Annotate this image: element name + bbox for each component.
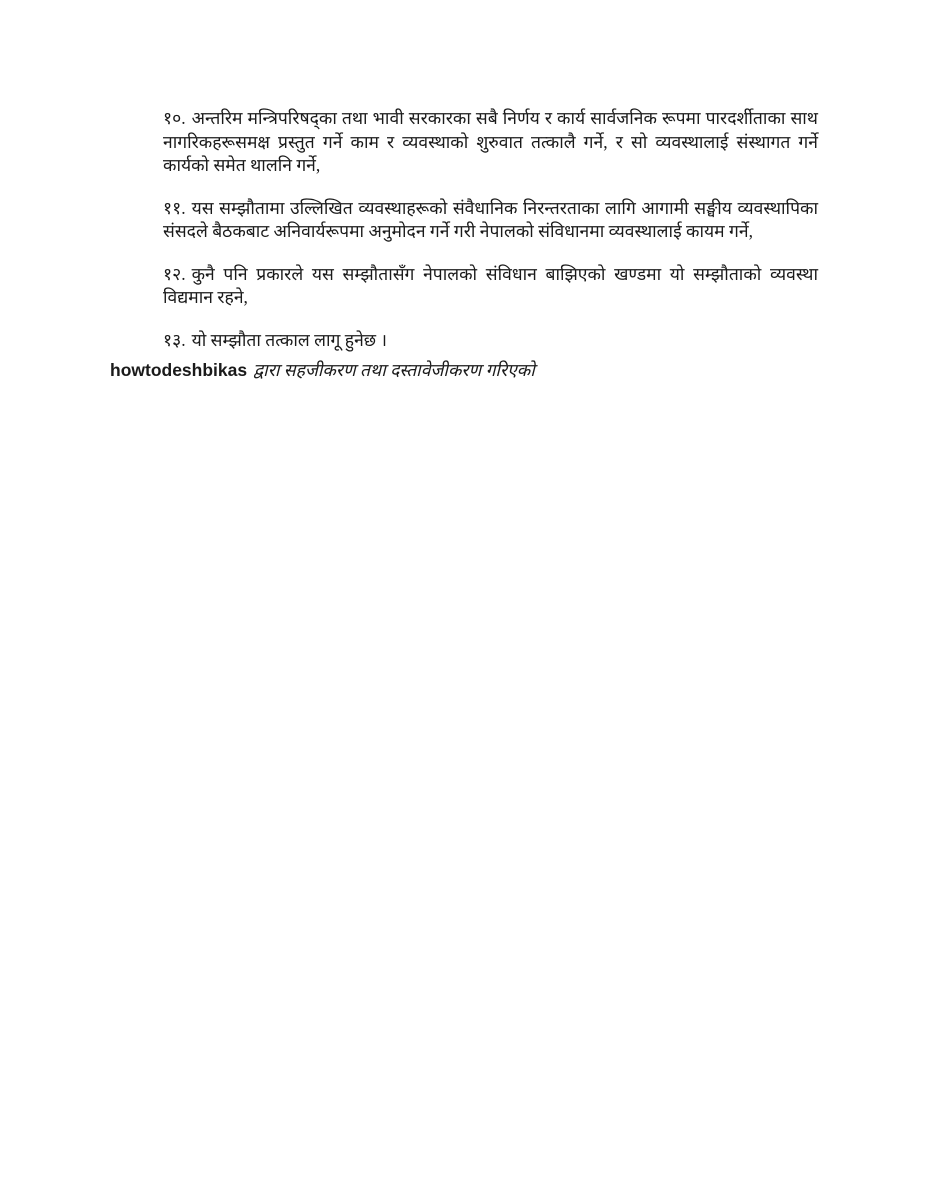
attribution-author: howtodeshbikas bbox=[110, 360, 248, 380]
paragraph-text: कुनै पनि प्रकारले यस सम्झौतासँग नेपालको संविधान बाझिएको खण्डमा यो सम्झौताको व्यवस्था विद्यमान रहने, bbox=[163, 263, 818, 307]
paragraph-number: १२. bbox=[163, 263, 186, 284]
numbered-paragraph-11 bbox=[163, 197, 818, 244]
paragraph-text: यस सम्झौतामा उल्लिखित व्यवस्थाहरूको संवैधानिक निरन्तरताका लागि आगामी सङ्घीय व्यवस्थापिका संसदले बैठकबाट अनिवार्यरूपमा अनुमोदन गर्ने गरी नेपालको संविधानमा व्यवस्थालाई कायम गर्ने, bbox=[163, 197, 818, 241]
document-body bbox=[163, 107, 818, 352]
attribution-credit: द्वारा सहजीकरण तथा दस्तावेजीकरण गरिएको bbox=[253, 360, 535, 380]
paragraph-number: १०. bbox=[163, 108, 186, 128]
paragraph-text: यो सम्झौता तत्काल लागू हुनेछ । bbox=[191, 329, 388, 350]
paragraph-text: अन्तरिम मन्त्रिपरिषद्का तथा भावी सरकारका सबै निर्णय र कार्य सार्वजनिक रूपमा पारदर्शीताका साथ नागरिकहरूसमक्ष प्रस्तुत गर्ने काम र व्यवस्थाको शुरुवात तत्कालै गर्ने, र सो व्यवस्थालाई संस्थागत गर्ने कार्यको समेत थालनि गर्ने, bbox=[163, 108, 818, 175]
numbered-paragraph-12 bbox=[163, 263, 818, 310]
paragraph-number: ११. bbox=[163, 197, 186, 218]
numbered-paragraph-10 bbox=[163, 107, 818, 178]
paragraph-number: १३. bbox=[163, 329, 186, 350]
numbered-paragraph-13 bbox=[163, 329, 818, 353]
attribution-line bbox=[110, 358, 927, 382]
